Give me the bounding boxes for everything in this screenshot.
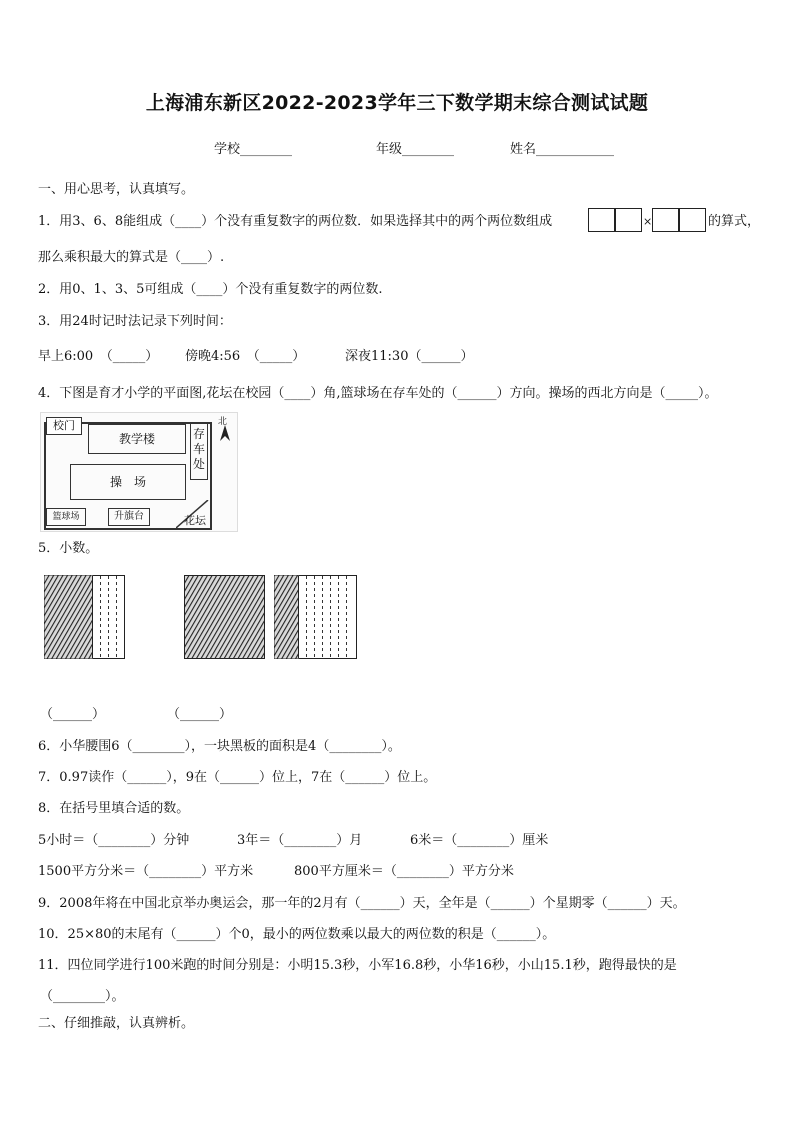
decimal-figure-2a — [184, 575, 265, 659]
q8-stem: 8．在括号里填合适的数。 — [38, 801, 190, 816]
map-playground: 操 场 — [70, 464, 186, 500]
q3-time-2: 傍晚4:56 （_____） — [185, 349, 306, 364]
name-field: 姓名____________ — [510, 142, 615, 157]
map-teaching-building: 教学楼 — [88, 424, 186, 454]
q1-digit-box-3 — [652, 208, 679, 232]
map-flag-platform: 升旗台 — [108, 508, 150, 526]
page-title: 上海浦东新区2022-2023学年三下数学期末综合测试试题 — [145, 92, 649, 114]
map-basketball-court: 篮球场 — [46, 508, 86, 526]
q8-item: 800平方厘米＝（________）平方分米 — [294, 864, 514, 879]
q1-line1-end: 的算式， — [708, 214, 761, 229]
q1-digit-box-2 — [615, 208, 642, 232]
q5-answer-1: （______） — [40, 707, 106, 722]
q6-text: 6．小华腰围6（________），一块黑板的面积是4（________）。 — [38, 739, 401, 754]
decimal-figure-1 — [44, 575, 125, 659]
q1-times-sign: × — [643, 215, 653, 228]
q1-line2: 那么乘积最大的算式是（____）. — [38, 250, 225, 265]
q1-line1: 1．用3、6、8能组成（____）个没有重复数字的两位数．如果选择其中的两个两位数组成 — [38, 214, 553, 229]
q3-time-1: 早上6:00 （_____） — [38, 349, 159, 364]
q8-item: 5小时＝（________）分钟 — [38, 833, 190, 848]
decimal-figure-2b — [274, 575, 357, 659]
map-gate: 校门 — [46, 417, 82, 435]
map-bike-parking: 存车处 — [190, 422, 208, 480]
section-one-heading: 一、用心思考，认真填写。 — [38, 182, 195, 197]
school-field: 学校________ — [214, 142, 293, 157]
q3-stem: 3．用24时记时法记录下列时间： — [38, 314, 232, 329]
school-map — [40, 412, 238, 532]
q1-digit-box-4 — [679, 208, 706, 232]
q11-line2: （________）。 — [40, 989, 125, 1004]
north-arrow-icon — [218, 424, 232, 442]
section-two-heading: 二、仔细推敲，认真辨析。 — [38, 1016, 195, 1031]
grade-field: 年级________ — [376, 142, 455, 157]
q3-time-3: 深夜11:30（______） — [345, 349, 474, 364]
q4-stem: 4．下图是育才小学的平面图,花坛在校园（____）角,篮球场在存车处的（______）方向。操场的西北方向是（_____）。 — [38, 386, 718, 401]
q5-answer-2: （______） — [167, 707, 233, 722]
q5-stem: 5．小数。 — [38, 541, 99, 556]
q1-digit-box-1 — [588, 208, 615, 232]
q8-item: 1500平方分米＝（________）平方米 — [38, 864, 254, 879]
q10-text: 10．25×80的末尾有（______）个0，最小的两位数乘以最大的两位数的积是（______）。 — [38, 927, 556, 942]
q9-text: 9．2008年将在中国北京举办奥运会，那一年的2月有（______）天，全年是（______）个星期零（______）天。 — [38, 896, 686, 911]
map-north-label: 北 — [218, 417, 228, 427]
map-garden: 花坛 — [184, 514, 206, 527]
q7-text: 7．0.97读作（______），9在（______）位上，7在（______）位上。 — [38, 770, 437, 785]
q8-item: 3年＝（________）月 — [237, 833, 363, 848]
q2-text: 2．用0、1、3、5可组成（____）个没有重复数字的两位数. — [38, 282, 383, 297]
q8-item: 6米＝（________）厘米 — [410, 833, 549, 848]
q11-line1: 11．四位同学进行100米跑的时间分别是：小明15.3秒，小军16.8秒，小华16秒，小山15.1秒，跑得最快的是 — [38, 958, 677, 973]
